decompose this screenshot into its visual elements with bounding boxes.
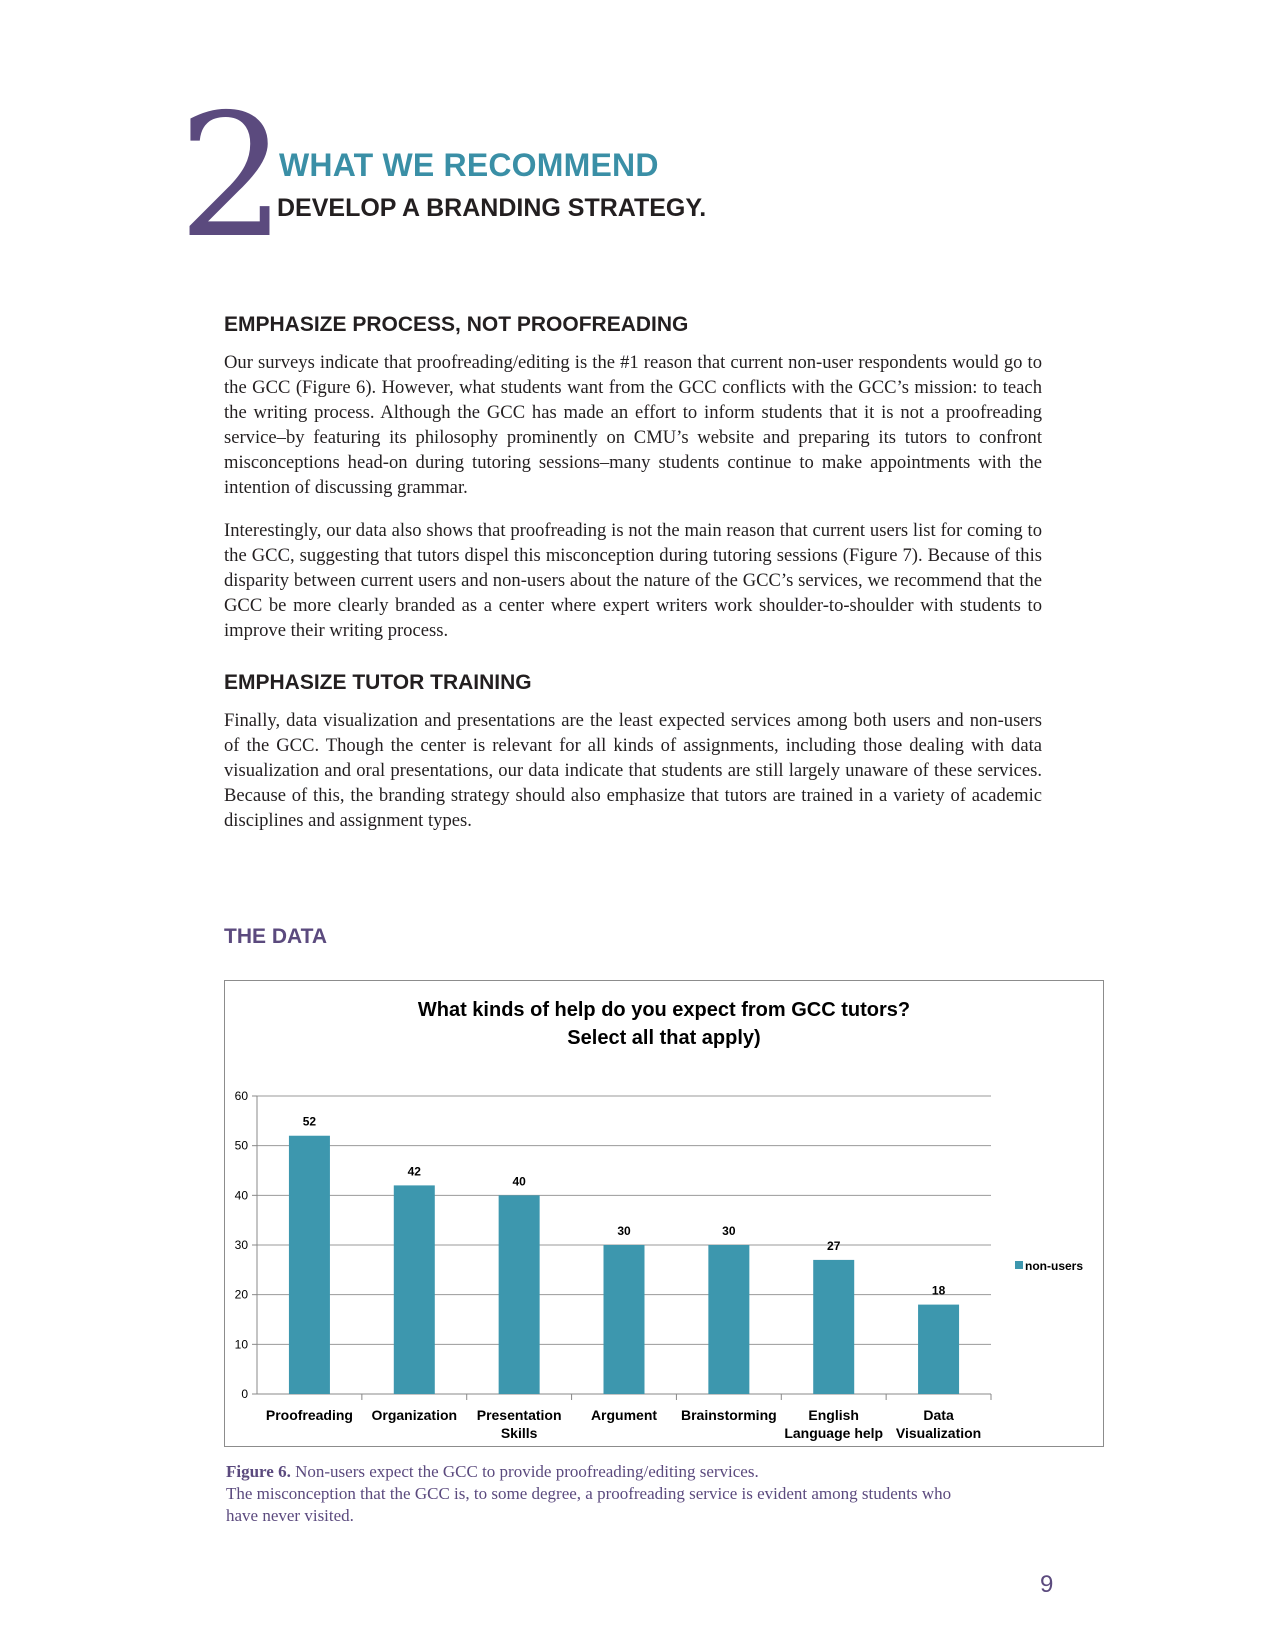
x-tick-label: Argument	[590, 1407, 658, 1423]
paragraph: Our surveys indicate that proofreading/editing is the #1 reason that current non-user respondents would go to the GCC (Figure 6). However, what students want from the GCC conflicts with the GCC’s mission: to teach the writing process. Although the GCC has made an effort to inform students that it is not a proofreading service–by featuring its philosophy prominently on CMU’s website and preparing its tutors to confront misconceptions head-on during tutoring sessions–many students continue to make appointments with the intention of discussing grammar.	[224, 352, 1042, 498]
paragraph: Interestingly, our data also shows that proofreading is not the main reason that current users list for coming to the GCC, suggesting that tutors dispel this misconception during tutoring sessions (Figure 7). Because of this disparity between current users and non-users about the nature of the GCC’s services, we recommend that the GCC be more clearly branded as a center where expert writers work shoulder-to-shoulder with students to improve their writing process.	[224, 520, 1042, 641]
x-tick-label: Data	[923, 1407, 954, 1423]
caption-line-1: Non-users expect the GCC to provide proofreading/editing services.	[290, 1462, 759, 1481]
section-number: 2	[178, 78, 287, 276]
x-tick-label: English	[808, 1407, 859, 1423]
figure-caption	[226, 1461, 986, 1527]
page-title: WHAT WE RECOMMEND	[279, 147, 659, 183]
x-tick-label: Language help	[784, 1425, 884, 1441]
chart-subtitle: Select all that apply)	[567, 1027, 761, 1049]
data-label: 30	[722, 1224, 736, 1238]
x-tick-label: Skills	[500, 1425, 538, 1441]
x-tick-label: Brainstorming	[681, 1407, 777, 1423]
page-subtitle: DEVELOP A BRANDING STRATEGY.	[277, 194, 707, 222]
x-tick-label: Visualization	[895, 1425, 982, 1441]
bar	[604, 1245, 645, 1394]
x-tick-label: Proofreading	[265, 1407, 353, 1423]
caption-label: Figure 6.	[226, 1462, 291, 1481]
caption-line-2: The misconception that the GCC is, to some degree, a proofreading service is evident among students who have never visited.	[226, 1484, 952, 1525]
y-tick-label: 0	[241, 1387, 248, 1401]
x-tick-label: Organization	[371, 1407, 458, 1423]
bar	[289, 1136, 330, 1394]
y-tick-label: 20	[234, 1287, 248, 1302]
y-tick-label: 60	[234, 1089, 248, 1103]
legend-swatch	[1015, 1261, 1023, 1269]
data-label: 42	[407, 1164, 421, 1179]
legend-label: non-users	[1025, 1259, 1084, 1273]
y-tick-label: 40	[234, 1188, 248, 1203]
y-tick-label: 10	[234, 1337, 248, 1352]
bar	[813, 1260, 854, 1394]
data-label: 27	[827, 1238, 841, 1253]
data-label: 52	[302, 1114, 317, 1129]
y-tick-label: 30	[234, 1238, 248, 1252]
chart-title: What kinds of help do you expect from GCC tutors?	[417, 999, 911, 1021]
data-heading: THE DATA	[224, 925, 328, 948]
bar-chart	[224, 980, 1104, 1447]
y-tick-label: 50	[234, 1138, 248, 1153]
data-label: 30	[617, 1224, 631, 1238]
section-heading-training: EMPHASIZE TUTOR TRAINING	[224, 671, 532, 694]
x-tick-label: Presentation	[476, 1407, 562, 1423]
data-label: 18	[931, 1283, 946, 1298]
bar	[918, 1305, 959, 1394]
paragraph: Finally, data visualization and presentations are the least expected services among both users and non-users of the GCC. Though the center is relevant for all kinds of assignments, including those dealing with data visualization and oral presentations, our data indicate that students are still largely unaware of these services. Because of this, the branding strategy should also emphasize that tutors are trained in a variety of academic disciplines and assignment types.	[224, 710, 1042, 831]
data-label: 40	[512, 1174, 526, 1189]
section-heading-process: EMPHASIZE PROCESS, NOT PROOFREADING	[224, 313, 689, 336]
bar	[708, 1245, 749, 1394]
chart-canvas	[225, 981, 1103, 1446]
page-number: 9	[1040, 1571, 1054, 1598]
bar	[499, 1195, 540, 1394]
bar	[394, 1185, 435, 1394]
